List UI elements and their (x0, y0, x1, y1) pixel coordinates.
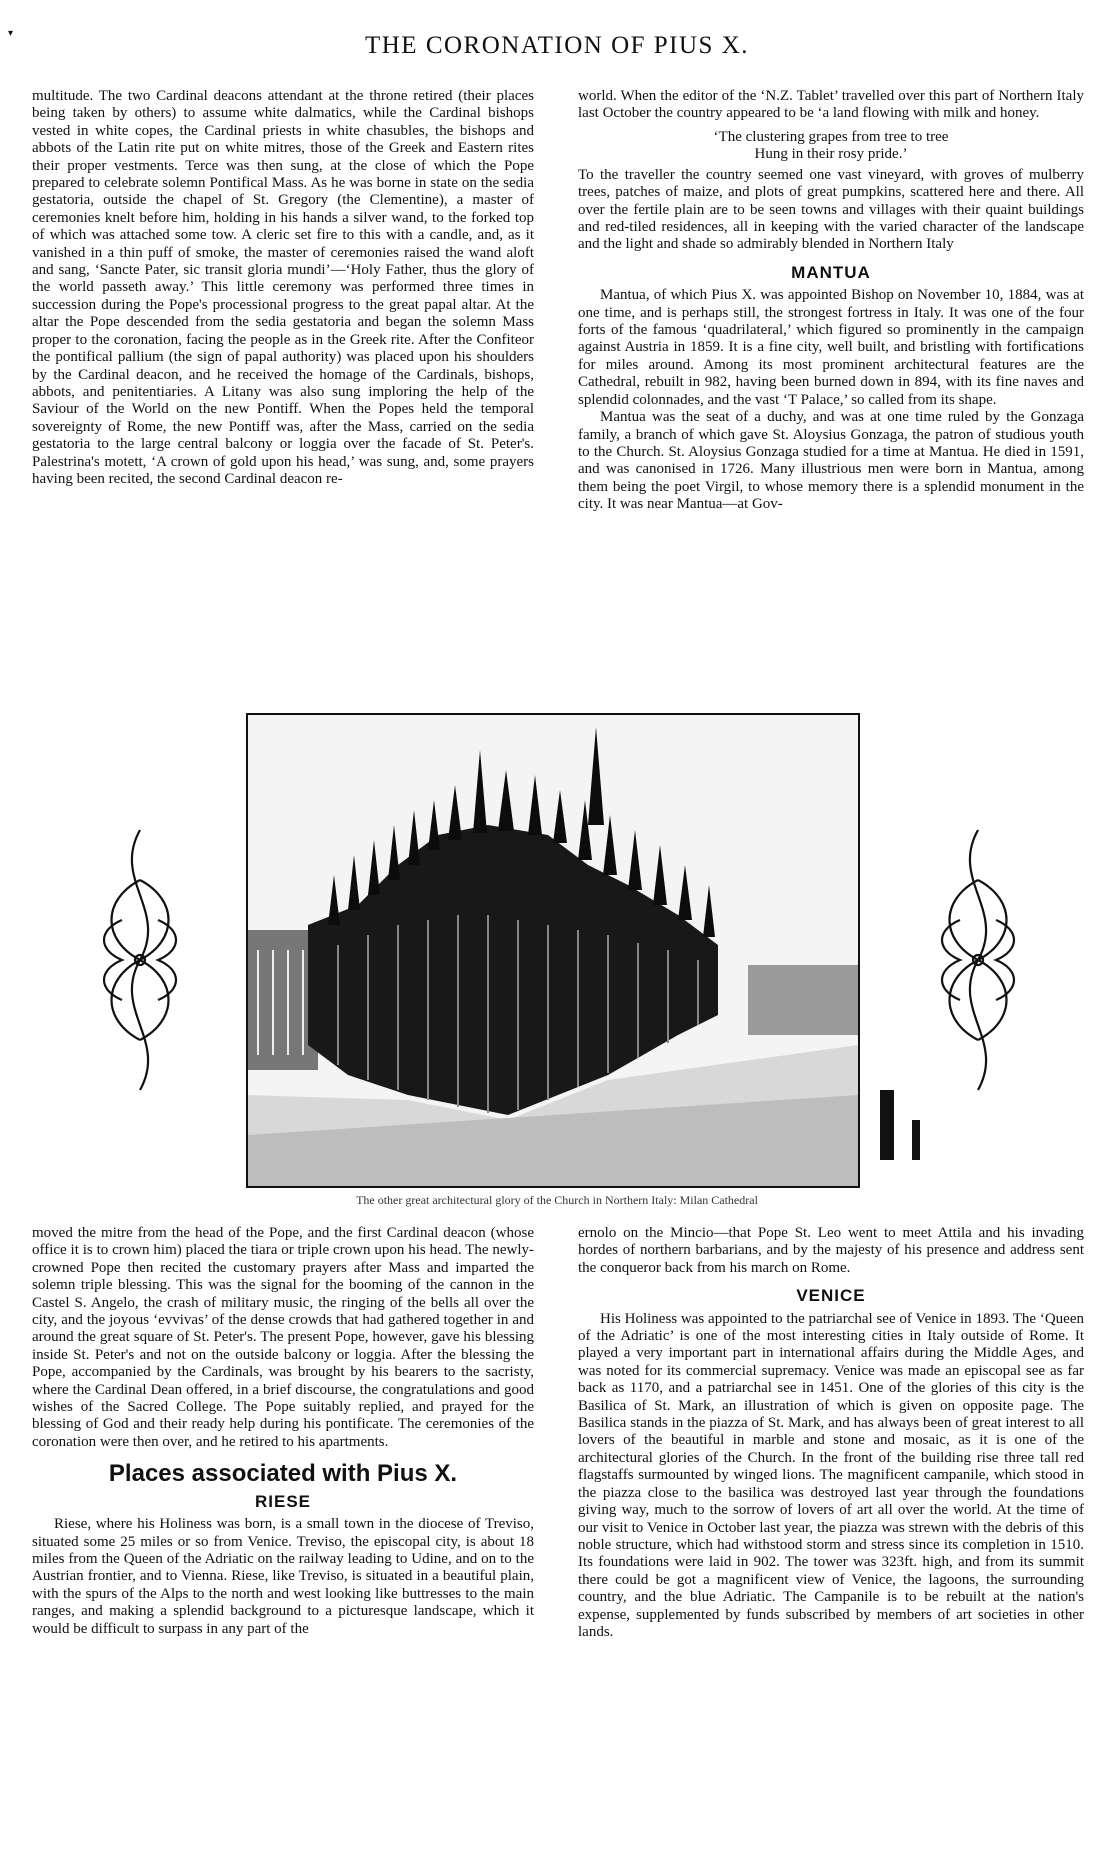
paragraph: Mantua, of which Pius X. was appointed Bishop on November 10, 1884, was at one time, and is perhaps still, the strongest fortress in Italy. It was one of the four forts of the famous ‘quadrilateral,’ which figured so prominently in the campaign against Austria in 1859. It is a fine city, well built, and bristling with fortifications for miles around. Among its most prominent architectural features are the Cathedral, rebuilt in 982, having been burned down in 894, with its fine naves and splendid colonnades, and the vast ‘T Palace,’ so called from its shape. (578, 287, 1084, 408)
column-bottom-right (578, 1225, 1084, 1641)
section-heading-places: Places associated with Pius X. (108, 1460, 458, 1488)
print-blot (880, 1090, 894, 1160)
column-bottom-left (32, 1225, 534, 1638)
corner-mark: ▾ (8, 28, 14, 39)
verse-quote (578, 129, 1084, 163)
ornament-left (92, 820, 188, 1100)
section-heading-venice: VENICE (796, 1286, 866, 1306)
verse-line: Hung in their rosy pride.’ (754, 145, 908, 162)
paragraph: multitude. The two Cardinal deacons attendant at the throne retired (their places being taken by others) to assume white dalmatics, while the Cardinal bishops vested in white copes, the Cardinal priests in white chasubles, the bishops and abbots of the Latin rite put on white mitres, those of the Greek and Eastern rites their proper vestments. Terce was then sung, at the close of which the Pope prepared to celebrate solemn Pontifical Mass. As he was borne in state on the sedia gestatoria, outside the chapel of St. Gregory (the Clementine), a master of ceremonies knelt before him, holding in his hands a silver wand, to the forked top of which was attached some tow. A cleric set fire to this with a candle, and, as it vanished in a thin puff of smoke, the master of ceremonies raised the wand aloft and sang, ‘Sancte Pater, sic transit gloria mundi’—‘Holy Father, thus the glory of the world passeth away.’ This little ceremony was performed three times in succession during the Pope's processional progress to the great papal altar. At the altar the Pope descended from the sedia gestatoria and began the solemn Mass proper to the coronation, facing the people as in the Greek rite. After the Confiteor the pontifical pallium (the sign of papal authority) was placed upon his shoulders by the Cardinal deacon, and he received the homage of the Cardinals, bishops, abbots, and penitentiaries. A Litany was also sung imploring the help of the Saviour of the World on the new Pontiff. When the Popes held the temporal sovereignty of Rome, the new Pontiff was, after the Mass, carried on the sedia gestatoria to the large central balcony or loggia over the facade of St. Peter's. Palestrina's motett, ‘A crown of gold upon his head,’ was sung, and, some prayers having been recited, the second Cardinal deacon re- (32, 88, 534, 487)
section-heading-mantua: MANTUA (791, 262, 871, 282)
photo-caption: The other great architectural glory of the Church in Northern Italy: Milan Cathedral (356, 1193, 758, 1207)
paragraph: moved the mitre from the head of the Pope, and the first Cardinal deacon (whose office it is to crown him) placed the tiara or triple crown upon his head. The newly-crowned Pope then recited the customary prayers after Mass and imparted the solemn triple blessing. This was the signal for the booming of the cannon in the Castel S. Angelo, the crash of military music, the ringing of the bells all over the city, and the joyous ‘evvivas’ of the dense crowds that had gathered together in and around the great square of St. Peter's. The present Pope, however, gave his blessing inside St. Peter's and not on the outside balcony or loggia. After the blessing the Pope, accompanied by the Cardinals, was brought by his bearers to the sacristy, where the Cardinal Dean offered, in a brief discourse, the congratulations and good wishes of the Sacred College. The Pope suitably replied, and prayed for the blessing of God and their ready help during his pontificate. The ceremonies of the coronation were then over, and he retired to his apartments. (32, 1225, 534, 1450)
column-top-left (32, 88, 534, 488)
print-blot (912, 1120, 920, 1160)
paragraph: ernolo on the Mincio—that Pope St. Leo went to meet Attila and his invading hordes of northern barbarians, and by the majesty of his presence and address sent the conqueror back from his march on Rome. (578, 1225, 1084, 1276)
paragraph: To the traveller the country seemed one vast vineyard, with groves of mulberry trees, patches of maize, and plots of great pumpkins, scattered here and there. All over the fertile plain are to be seen towns and villages with their quaint buildings and red-tiled residences, all in keeping with the varied character of the landscape and the light and shade so admirably blended in Northern Italy (578, 166, 1084, 253)
paragraph: Riese, where his Holiness was born, is a small town in the diocese of Treviso, situated some 25 miles or so from Venice. Treviso, the episcopal city, is about 18 miles from the Queen of the Adriatic on the railway leading to Udine, and on to the Austrian frontier, and to Vienna. Riese, like Treviso, is situated in a beautiful plain, with the spurs of the Alps to the north and west looking like buttresses to the main ranges, and making a splendid background to a picturesque landscape, which it would be difficult to surpass in any part of the (32, 1516, 534, 1637)
paragraph: Mantua was the seat of a duchy, and was at one time ruled by the Gonzaga family, a branch of which gave St. Aloysius Gonzaga, the patron of studious youth to the Church. St. Aloysius Gonzaga studied for a time at Mantua. He died in 1591, and was canonised in 1726. Many illustrious men were born in Mantua, among them being the poet Virgil, to whose memory there is a splendid monument in the city. It was near Mantua—at Gov- (578, 409, 1084, 513)
ornament-right (930, 820, 1026, 1100)
cathedral-illustration (248, 715, 858, 1186)
cathedral-photo (246, 713, 860, 1188)
verse-line: ‘The clustering grapes from tree to tree (713, 128, 949, 145)
page-header: THE CORONATION OF PIUS X. (364, 32, 750, 59)
section-heading-riese: RIESE (254, 1491, 312, 1511)
paragraph: His Holiness was appointed to the patriarchal see of Venice in 1893. The ‘Queen of the Adriatic’ is one of the most interesting cities in Italy outside of Rome. It played a very important part in international affairs during the Middle Ages, and was noted for its commercial supremacy. Venice was made an episcopal see as far back as 1170, and a patriarchal see in 1451. One of the glories of this city is the Basilica of St. Mark, an illustration of which is given on opposite page. The Basilica stands in the piazza of St. Mark, and has always been of great interest to all lovers of the beautiful in marble and stone and mosaic, as it is one of the architectural glories of the Church. In the front of the building rise three tall red flagstaffs surmounted by winged lions. The magnificent campanile, which stood in the piazza close to the basilica was destroyed last year through the foundations giving way, much to the sorrow of lovers of art all over the world. At the time of our visit to Venice in October last year, the piazza was strewn with the debris of this noble structure, which had withstood storm and stress since its completion in 1510. Its foundations were laid in 902. The tower was 323ft. high, and from its summit there could be got a magnificent view of Venice, the lagoons, the surrounding country, and the blue Adriatic. The Campanile is to be rebuilt at the nation's expense, supplemented by funds subscribed by members of art societies in other lands. (578, 1310, 1084, 1640)
column-top-right (578, 88, 1084, 514)
paragraph: world. When the editor of the ‘N.Z. Tablet’ travelled over this part of Northern Italy last October the country appeared to be ‘a land flowing with milk and honey. (578, 88, 1084, 122)
